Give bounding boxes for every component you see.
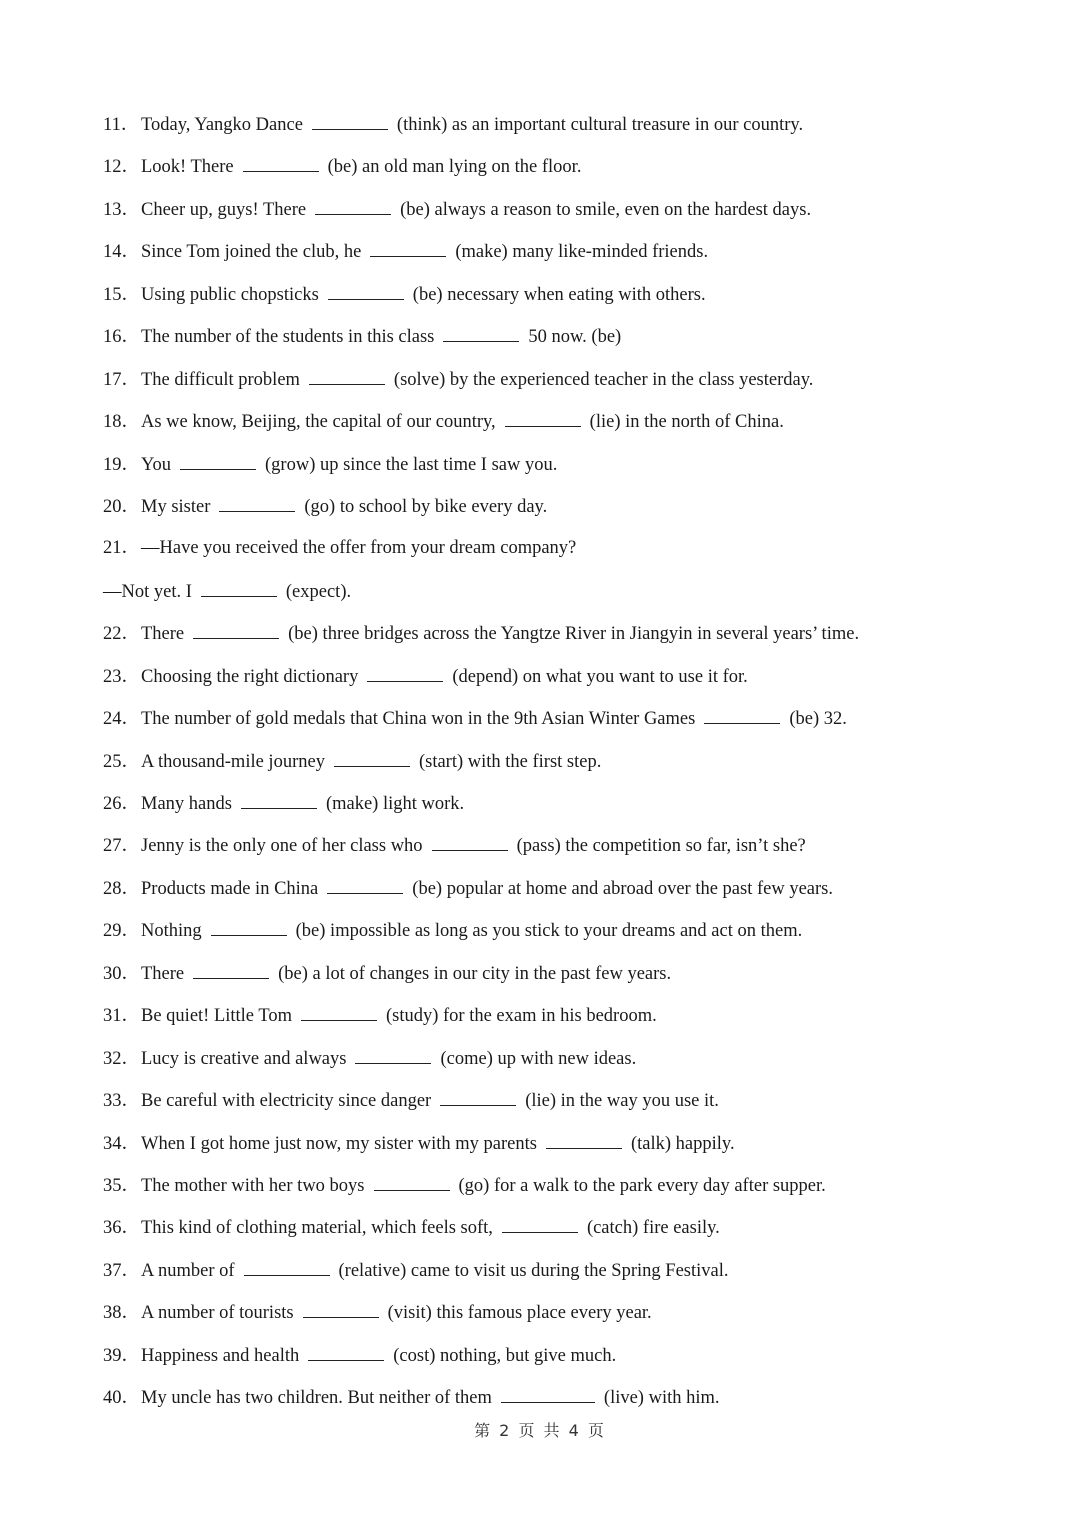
question-number: 37． — [103, 1260, 141, 1281]
question-text-before: Choosing the right dictionary — [141, 666, 359, 687]
page-number-footer: 第 2 页 共 4 页 — [474, 1421, 606, 1440]
answer-blank[interactable] — [327, 875, 403, 894]
question-text-before: The number of gold medals that China won in the 9th Asian Winter Games — [141, 709, 696, 730]
question-text-before: A thousand-mile journey — [141, 751, 325, 772]
question-text-after: (be) necessary when eating with others. — [412, 284, 706, 305]
answer-blank[interactable] — [243, 153, 319, 172]
question-33 — [103, 1087, 1003, 1129]
question-text-after: (depend) on what you want to use it for. — [452, 666, 748, 687]
question-text-after: (start) with the first step. — [418, 751, 602, 772]
question-number: 30． — [103, 963, 141, 984]
question-text-after: (be) 32. — [789, 709, 847, 730]
question-20 — [103, 493, 1003, 535]
question-text-after: (be) always a reason to smile, even on the hardest days. — [400, 199, 812, 220]
question-text-before: When I got home just now, my sister with my parents — [141, 1133, 537, 1154]
answer-blank[interactable] — [440, 1087, 516, 1106]
question-text-before: Happiness and health — [141, 1345, 300, 1366]
question-36 — [103, 1214, 1003, 1256]
question-text-before: The number of the students in this class — [141, 327, 435, 348]
question-number: 14． — [103, 242, 141, 263]
question-14 — [103, 238, 1003, 280]
question-number: 23． — [103, 666, 141, 687]
question-number: 21． — [103, 538, 141, 559]
question-21-reply — [103, 578, 1003, 620]
question-18 — [103, 408, 1003, 450]
question-text-before: Lucy is creative and always — [141, 1048, 347, 1069]
question-number: 28． — [103, 878, 141, 899]
question-text-after: (cost) nothing, but give much. — [393, 1345, 617, 1366]
question-number: 13． — [103, 199, 141, 220]
question-number: 22． — [103, 624, 141, 645]
question-number: 12． — [103, 157, 141, 178]
question-number: 29． — [103, 921, 141, 942]
question-text-after: (lie) in the way you use it. — [525, 1091, 719, 1112]
answer-blank[interactable] — [193, 620, 279, 639]
question-26 — [103, 790, 1003, 832]
question-text-before: Be quiet! Little Tom — [141, 1006, 292, 1027]
question-number: 17． — [103, 369, 141, 390]
question-text-after: (solve) by the experienced teacher in the class yesterday. — [393, 369, 814, 390]
question-15 — [103, 281, 1003, 323]
answer-blank[interactable] — [704, 705, 780, 724]
answer-blank[interactable] — [241, 790, 317, 809]
answer-blank[interactable] — [201, 578, 277, 597]
answer-blank[interactable] — [501, 1384, 595, 1403]
question-text-before: My sister — [141, 496, 211, 517]
question-text-after: (expect). — [285, 581, 352, 602]
question-text-after: (catch) fire easily. — [586, 1218, 720, 1239]
question-text-before: Using public chopsticks — [141, 284, 319, 305]
answer-blank[interactable] — [334, 748, 410, 767]
question-list — [103, 111, 1003, 1427]
question-text-before: Since Tom joined the club, he — [141, 242, 362, 263]
question-number: 31． — [103, 1006, 141, 1027]
question-text-before: —Have you received the offer from your dream company? — [141, 538, 577, 559]
answer-blank[interactable] — [219, 493, 295, 512]
question-25 — [103, 748, 1003, 790]
question-19 — [103, 451, 1003, 493]
answer-blank[interactable] — [301, 1002, 377, 1021]
question-number: 40． — [103, 1388, 141, 1409]
answer-blank[interactable] — [505, 408, 581, 427]
question-23 — [103, 663, 1003, 705]
question-text-before: As we know, Beijing, the capital of our country, — [141, 412, 496, 433]
question-number: 15． — [103, 284, 141, 305]
question-number: 19． — [103, 454, 141, 475]
answer-blank[interactable] — [193, 960, 269, 979]
question-text-after: (live) with him. — [603, 1388, 720, 1409]
question-32 — [103, 1045, 1003, 1087]
question-number: 35． — [103, 1175, 141, 1196]
question-text-after: (come) up with new ideas. — [440, 1048, 637, 1069]
question-text-after: (relative) came to visit us during the Spring Festival. — [338, 1260, 729, 1281]
question-text-before: You — [141, 454, 172, 475]
question-number: 24． — [103, 709, 141, 730]
answer-blank[interactable] — [308, 1342, 384, 1361]
question-number: 36． — [103, 1218, 141, 1239]
question-text-after: (be) impossible as long as you stick to your dreams and act on them. — [295, 921, 803, 942]
question-text-after: (be) a lot of changes in our city in the past few years. — [278, 963, 672, 984]
answer-blank[interactable] — [443, 323, 519, 342]
question-text-before: Jenny is the only one of her class who — [141, 836, 423, 857]
question-28 — [103, 875, 1003, 917]
question-text-after: (talk) happily. — [630, 1133, 735, 1154]
question-text-before: The difficult problem — [141, 369, 300, 390]
answer-blank[interactable] — [502, 1214, 578, 1233]
question-17 — [103, 366, 1003, 408]
question-text-before: There — [141, 963, 185, 984]
question-24 — [103, 705, 1003, 747]
question-text-after: (grow) up since the last time I saw you. — [265, 454, 558, 475]
question-number: 18． — [103, 412, 141, 433]
question-text-before: Products made in China — [141, 878, 319, 899]
question-text-after: (think) as an important cultural treasure in our country. — [396, 115, 804, 135]
question-number: 25． — [103, 751, 141, 772]
question-12 — [103, 153, 1003, 195]
question-text-before: My uncle has two children. But neither of them — [141, 1388, 492, 1409]
question-text-before: Cheer up, guys! There — [141, 199, 307, 220]
question-31 — [103, 1002, 1003, 1044]
answer-blank[interactable] — [328, 281, 404, 300]
question-text-before: —Not yet. I — [103, 581, 192, 602]
question-number: 20． — [103, 496, 141, 517]
answer-blank[interactable] — [180, 451, 256, 470]
question-text-after: (make) many like-minded friends. — [455, 242, 709, 263]
question-34 — [103, 1130, 1003, 1172]
answer-blank[interactable] — [315, 196, 391, 215]
question-text-before: The mother with her two boys — [141, 1175, 365, 1196]
question-text-after: (make) light work. — [325, 794, 465, 814]
question-29 — [103, 917, 1003, 959]
answer-blank[interactable] — [367, 663, 443, 682]
question-38 — [103, 1299, 1003, 1341]
question-text-after: (go) for a walk to the park every day after supper. — [458, 1175, 826, 1196]
answer-blank[interactable] — [432, 832, 508, 851]
question-text-before: Be careful with electricity since danger — [141, 1091, 432, 1112]
answer-blank[interactable] — [312, 111, 388, 130]
question-text-before: There — [141, 624, 185, 645]
question-11 — [103, 111, 1003, 153]
question-22 — [103, 620, 1003, 662]
question-text-after: (visit) this famous place every year. — [387, 1303, 652, 1324]
question-text-after: 50 now. (be) — [528, 327, 622, 348]
question-number: 33． — [103, 1091, 141, 1112]
question-27 — [103, 832, 1003, 874]
question-number: 27． — [103, 836, 141, 857]
answer-blank[interactable] — [355, 1045, 431, 1064]
question-30 — [103, 960, 1003, 1002]
answer-blank[interactable] — [374, 1172, 450, 1191]
question-text-before: Nothing — [141, 921, 202, 942]
question-number: 16． — [103, 327, 141, 348]
question-number: 39． — [103, 1345, 141, 1366]
question-21 — [103, 535, 1003, 577]
question-text-after: (be) three bridges across the Yangtze River in Jiangyin in several years’ time. — [288, 624, 860, 645]
question-text-before: A number of — [141, 1260, 235, 1281]
answer-blank[interactable] — [546, 1130, 622, 1149]
question-number: 32． — [103, 1048, 141, 1069]
question-number: 26． — [103, 794, 141, 814]
question-number: 34． — [103, 1133, 141, 1154]
answer-blank[interactable] — [309, 366, 385, 385]
question-text-after: (be) popular at home and abroad over the past few years. — [412, 878, 833, 899]
question-text-after: (pass) the competition so far, isn’t she? — [516, 836, 806, 857]
question-text-before: This kind of clothing material, which feels soft, — [141, 1218, 493, 1239]
question-text-before: Look! There — [141, 157, 234, 178]
question-number: 38． — [103, 1303, 141, 1324]
question-37 — [103, 1257, 1003, 1299]
question-text-after: (go) to school by bike every day. — [304, 496, 548, 517]
question-text-after: (lie) in the north of China. — [589, 412, 784, 433]
question-39 — [103, 1342, 1003, 1384]
question-16 — [103, 323, 1003, 365]
question-text-before: Many hands — [141, 794, 232, 814]
question-35 — [103, 1172, 1003, 1214]
question-13 — [103, 196, 1003, 238]
question-text-before: Today, Yangko Dance — [141, 115, 303, 135]
question-text-after: (study) for the exam in his bedroom. — [385, 1006, 657, 1027]
question-number: 11． — [103, 115, 140, 135]
question-text-after: (be) an old man lying on the floor. — [327, 157, 582, 178]
answer-blank[interactable] — [211, 917, 287, 936]
question-text-before: A number of tourists — [141, 1303, 294, 1324]
answer-blank[interactable] — [244, 1257, 330, 1276]
answer-blank[interactable] — [370, 238, 446, 257]
answer-blank[interactable] — [303, 1299, 379, 1318]
